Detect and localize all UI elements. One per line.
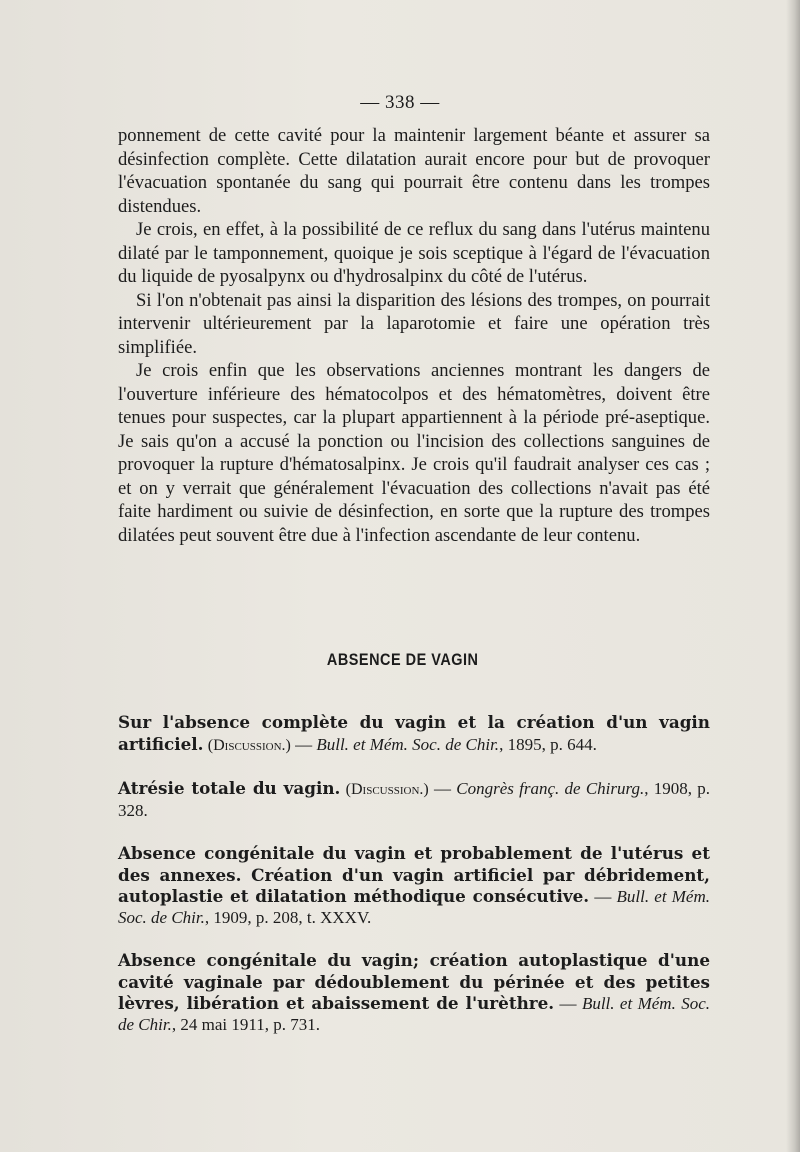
entry-reference: , 24 mai 1911, p. 731.: [171, 1014, 320, 1034]
entry-journal: Bull. et Mém. Soc. de Chir.: [316, 734, 500, 754]
bibliography-list: [118, 712, 710, 1057]
bibliography-entry: [118, 843, 710, 928]
paragraph-4: Je crois enfin que les observations anciennes montrant les dangers de l'ouverture inférieure des hématocolpos et des hématomètres, doivent être tenues pour suspectes, car la plupart appartiennent à la période pré-aseptique. Je sais qu'on a accusé la ponction ou l'incision des collections sanguines de provoquer la rupture d'hématosalpinx. Je crois qu'il faudrait analyser ces cas ; et on y verrait que généralement l'évacuation des collections n'avait pas été faite hardiment ou suivie de désinfection, en sorte que la rupture des trompes dilatées peut souvent être due à l'infection ascendante de leur contenu.: [118, 360, 710, 546]
entry-journal: Bull. et Mém. Soc. de Chir.: [118, 994, 711, 1034]
entry-dash: —: [594, 887, 612, 906]
entry-title: Absence congénitale du vagin et probablement de l'utérus et des annexes. Création d'un vagin artificiel par débridement, autoplastie et dilatation méthodique consécutive.: [118, 843, 710, 906]
entry-journal: Congrès franç. de Chirurg.: [456, 779, 645, 798]
entry-dash: —: [433, 779, 451, 798]
entry-reference: , 1908, p. 328.: [118, 779, 711, 820]
paragraph-1: ponnement de cette cavité pour la maintenir largement béante et assurer sa désinfection complète. Cette dilatation aurait encore pour but de provoquer l'évacuation spontanée du sang qui pourrait être contenu dans les trompes distendues.: [118, 125, 710, 217]
entry-title: Atrésie totale du vagin.: [118, 778, 341, 798]
entry-dash: —: [295, 734, 313, 754]
bibliography-entry: [118, 950, 710, 1035]
section-heading: ABSENCE DE VAGIN: [326, 650, 479, 669]
entry-dash: —: [559, 994, 577, 1013]
entry-title: Absence congénitale du vagin; création autoplastique d'une cavité vaginale par dédoublement du périnée et des petites lèvres, libération et abaissement de l'urèthre.: [118, 950, 710, 1013]
body-text: [118, 124, 710, 547]
entry-reference: , 1909, p. 208, t. XXXV.: [204, 907, 372, 927]
page-edge-shadow: [786, 0, 800, 1152]
entry-discussion: (Discussion.): [207, 736, 291, 754]
entry-journal: Bull. et Mém. Soc. de Chir.: [118, 887, 710, 927]
paragraph-2: Je crois, en effet, à la possibilité de ce reflux du sang dans l'utérus maintenu dilaté par le tamponnement, quoique je sois sceptique à l'égard de l'évacuation du liquide de pyosalpynx ou d'hydrosalpinx du côté de l'utérus.: [118, 219, 710, 287]
entry-discussion: (Discussion.): [345, 781, 429, 798]
bibliography-entry: [118, 778, 710, 821]
paragraph-3: Si l'on n'obtenait pas ainsi la disparition des lésions des trompes, on pourrait intervenir ultérieurement par la laparotomie et faire une opération très simplifiée.: [118, 289, 710, 358]
bibliography-entry: [118, 712, 710, 756]
entry-title: Sur l'absence complète du vagin et la création d'un vagin artificiel.: [118, 712, 710, 754]
entry-reference: , 1895, p. 644.: [499, 734, 597, 754]
page-number: — 338 —: [360, 92, 440, 113]
